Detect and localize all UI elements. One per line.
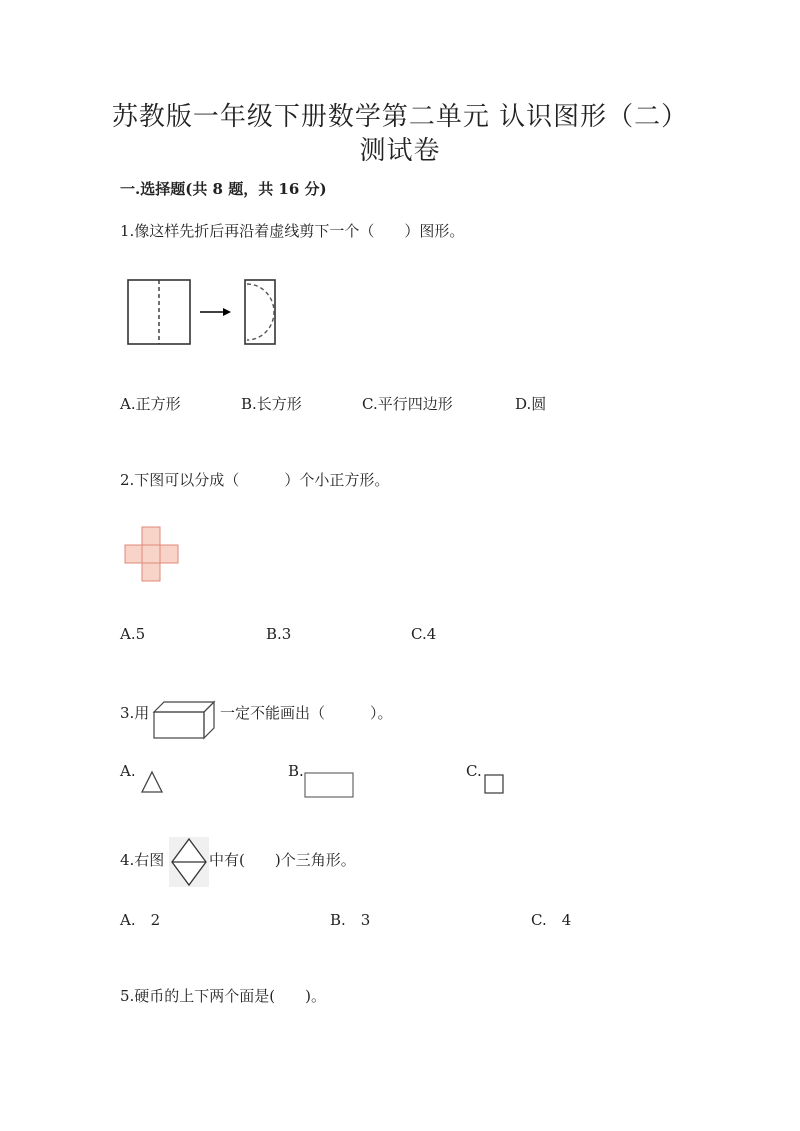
fold-cut-figure: [120, 272, 290, 354]
question-4-text-end: 中有( )个三角形。: [209, 851, 356, 869]
question-1-text: 1.像这样先折后再沿着虚线剪下一个（ ）图形。: [120, 222, 465, 240]
q4-option-b[interactable]: B. 3: [330, 911, 371, 929]
cuboid-side: [204, 702, 214, 738]
diamond-figure: [168, 836, 210, 888]
cross-figure: [122, 523, 184, 583]
page-title-line2: 测试卷: [359, 136, 441, 166]
q1-option-c[interactable]: C.平行四边形: [362, 395, 453, 413]
question-5-text: 5.硬币的上下两个面是( )。: [120, 987, 327, 1005]
question-3-text-end: 一定不能画出（ ）。: [220, 704, 393, 722]
cuboid-front: [154, 712, 204, 738]
q1-option-a[interactable]: A.正方形: [120, 395, 181, 413]
folded-half: [245, 280, 275, 344]
q4-option-a[interactable]: A. 2: [120, 911, 161, 929]
section-heading: 一.选择题(共 8 题，共 16 分): [120, 180, 327, 198]
square-center: [142, 545, 160, 563]
question-2-text: 2.下图可以分成（ ）个小正方形。: [120, 471, 390, 489]
q1-option-d[interactable]: D.圆: [515, 395, 547, 413]
square-left: [125, 545, 143, 563]
question-4-text-start: 4.右图: [120, 851, 165, 869]
rectangle-option-figure: [302, 770, 356, 800]
arrow-head-icon: [223, 308, 231, 316]
square-bottom: [142, 563, 160, 581]
cuboid-figure: [150, 700, 218, 742]
q2-option-a[interactable]: A.5: [120, 625, 146, 643]
page-title: 苏教版一年级下册数学第二单元 认识图形（二）: [111, 102, 689, 132]
q3-option-c[interactable]: C.: [466, 762, 482, 780]
square-option-figure: [482, 772, 508, 798]
q3-option-a[interactable]: A.: [120, 762, 136, 780]
cut-arc: [247, 284, 274, 340]
q3-option-b[interactable]: B.: [288, 762, 304, 780]
square-right: [160, 545, 178, 563]
question-3-text-start: 3.用: [120, 704, 150, 722]
q2-option-b[interactable]: B.3: [266, 625, 292, 643]
q4-option-c[interactable]: C. 4: [531, 911, 572, 929]
q2-option-c[interactable]: C.4: [411, 625, 437, 643]
square-top: [142, 527, 160, 545]
q1-option-b[interactable]: B.长方形: [241, 395, 302, 413]
triangle-option-figure: [138, 768, 166, 796]
